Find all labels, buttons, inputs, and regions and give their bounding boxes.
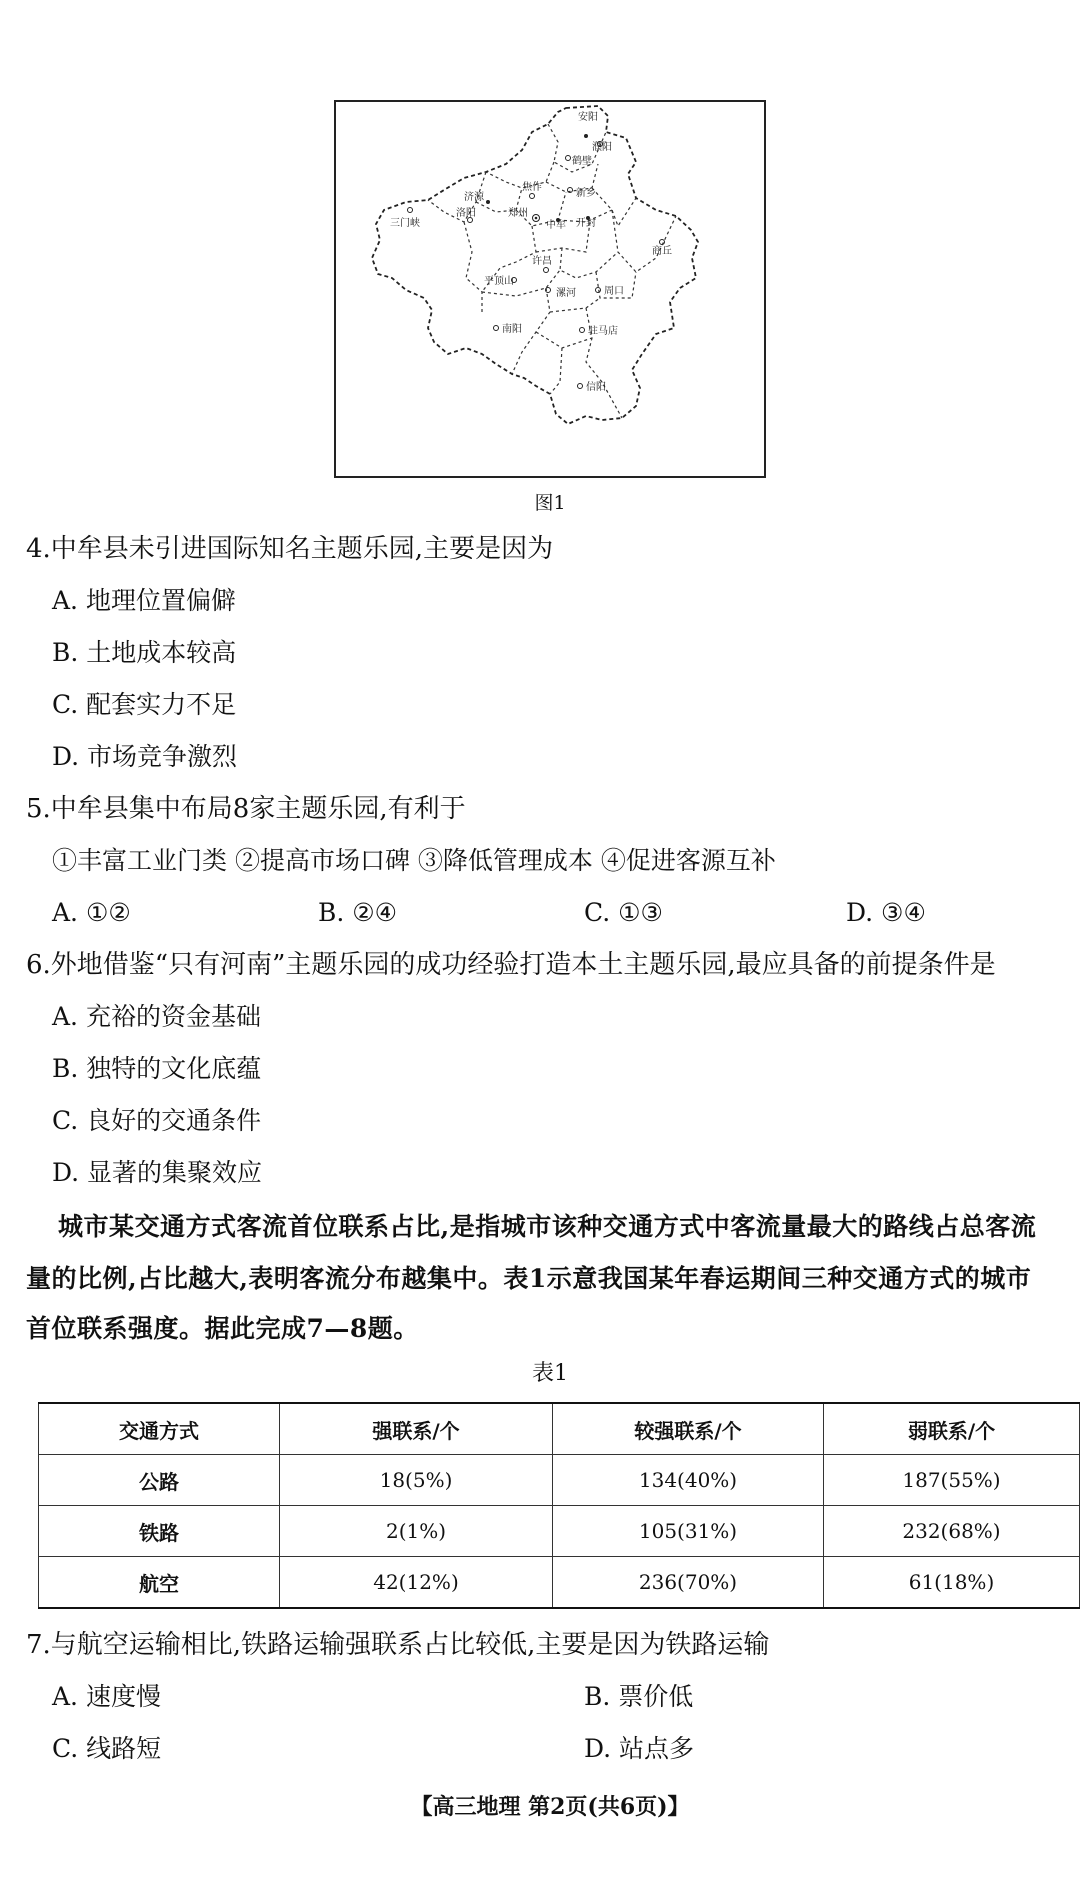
svg-text:商丘: 商丘 bbox=[652, 246, 672, 257]
q5-option-b: B. ②④ bbox=[318, 898, 398, 927]
q7-option-b: B. 票价低 bbox=[584, 1682, 694, 1711]
figure-caption: 图1 bbox=[534, 492, 566, 514]
svg-text:焦作: 焦作 bbox=[522, 182, 542, 193]
svg-text:驻马店: 驻马店 bbox=[588, 326, 618, 337]
table-header: 弱联系/个 bbox=[824, 1403, 1080, 1455]
q5-option-c: C. ①③ bbox=[584, 898, 663, 927]
henan-map-figure bbox=[334, 100, 766, 478]
q4-option-c: C. 配套实力不足 bbox=[52, 690, 237, 719]
q5-option-d: D. ③④ bbox=[846, 898, 926, 927]
table-row bbox=[39, 1506, 1080, 1557]
q4-option-b: B. 土地成本较高 bbox=[52, 638, 237, 667]
svg-text:安阳: 安阳 bbox=[578, 112, 598, 123]
table-cell: 236(70%) bbox=[553, 1557, 824, 1609]
svg-text:平顶山: 平顶山 bbox=[484, 276, 514, 287]
henan-map bbox=[336, 102, 764, 476]
q6-option-a: A. 充裕的资金基础 bbox=[52, 1002, 261, 1031]
page-footer: 【高三地理 第2页(共6页)】 bbox=[410, 1794, 690, 1820]
table-cell: 公路 bbox=[39, 1455, 280, 1506]
table-cell: 航空 bbox=[39, 1557, 280, 1609]
q7-option-c: C. 线路短 bbox=[52, 1734, 162, 1763]
table-cell: 42(12%) bbox=[280, 1557, 553, 1609]
q4-option-d: D. 市场竞争激烈 bbox=[52, 742, 238, 771]
svg-text:三门峡: 三门峡 bbox=[390, 218, 420, 229]
city-boundaries bbox=[428, 124, 676, 418]
svg-text:南阳: 南阳 bbox=[502, 324, 522, 335]
table-cell: 61(18%) bbox=[824, 1557, 1080, 1609]
svg-text:许昌: 许昌 bbox=[532, 256, 552, 267]
transport-table bbox=[38, 1402, 1080, 1609]
table-header: 强联系/个 bbox=[280, 1403, 553, 1455]
table-row bbox=[39, 1557, 1080, 1609]
table-cell: 18(5%) bbox=[280, 1455, 553, 1506]
svg-text:洛阳: 洛阳 bbox=[456, 208, 476, 219]
passage-line-1: 城市某交通方式客流首位联系占比,是指城市该种交通方式中客流量最大的路线占总客流 bbox=[58, 1212, 1037, 1241]
passage-line-2: 量的比例,占比越大,表明客流分布越集中。表1示意我国某年春运期间三种交通方式的城市 bbox=[26, 1264, 1032, 1293]
svg-text:济源: 济源 bbox=[464, 192, 484, 203]
q7-option-a: A. 速度慢 bbox=[52, 1682, 161, 1711]
q7-option-d: D. 站点多 bbox=[584, 1734, 695, 1763]
q6-option-b: B. 独特的文化底蕴 bbox=[52, 1054, 262, 1083]
q4-option-a: A. 地理位置偏僻 bbox=[52, 586, 236, 615]
passage-line-3: 首位联系强度。据此完成7—8题。 bbox=[26, 1314, 419, 1343]
svg-text:濮阳: 濮阳 bbox=[592, 142, 612, 153]
question-5-stem: 5.中牟县集中布局8家主题乐园,有利于 bbox=[26, 794, 466, 824]
q6-option-c: C. 良好的交通条件 bbox=[52, 1106, 262, 1135]
table-cell: 2(1%) bbox=[280, 1506, 553, 1557]
svg-text:鹤壁: 鹤壁 bbox=[572, 156, 592, 167]
svg-text:中牟: 中牟 bbox=[546, 220, 566, 231]
table-header: 交通方式 bbox=[39, 1403, 280, 1455]
svg-text:漯河: 漯河 bbox=[556, 288, 576, 299]
table-header-row bbox=[39, 1403, 1080, 1455]
table-row bbox=[39, 1455, 1080, 1506]
q5-option-a: A. ①② bbox=[52, 898, 131, 927]
question-7-stem: 7.与航空运输相比,铁路运输强联系占比较低,主要是因为铁路运输 bbox=[26, 1630, 770, 1660]
q6-option-d: D. 显著的集聚效应 bbox=[52, 1158, 263, 1187]
svg-text:周口: 周口 bbox=[604, 286, 624, 297]
table-cell: 187(55%) bbox=[824, 1455, 1080, 1506]
city-markers bbox=[390, 110, 672, 393]
table-cell: 铁路 bbox=[39, 1506, 280, 1557]
question-4-stem: 4.中牟县未引进国际知名主题乐园,主要是因为 bbox=[26, 534, 554, 564]
svg-text:新乡: 新乡 bbox=[576, 188, 596, 199]
table-cell: 134(40%) bbox=[553, 1455, 824, 1506]
q5-items: ①丰富工业门类 ②提高市场口碑 ③降低管理成本 ④促进客源互补 bbox=[52, 846, 776, 875]
table-caption: 表1 bbox=[532, 1361, 568, 1386]
svg-text:信阳: 信阳 bbox=[586, 382, 606, 393]
question-6-stem: 6.外地借鉴“只有河南”主题乐园的成功经验打造本土主题乐园,最应具备的前提条件是 bbox=[26, 950, 996, 980]
table-cell: 232(68%) bbox=[824, 1506, 1080, 1557]
svg-text:郑州: 郑州 bbox=[508, 208, 528, 219]
table-cell: 105(31%) bbox=[553, 1506, 824, 1557]
svg-text:开封: 开封 bbox=[576, 218, 596, 229]
table-header: 较强联系/个 bbox=[553, 1403, 824, 1455]
